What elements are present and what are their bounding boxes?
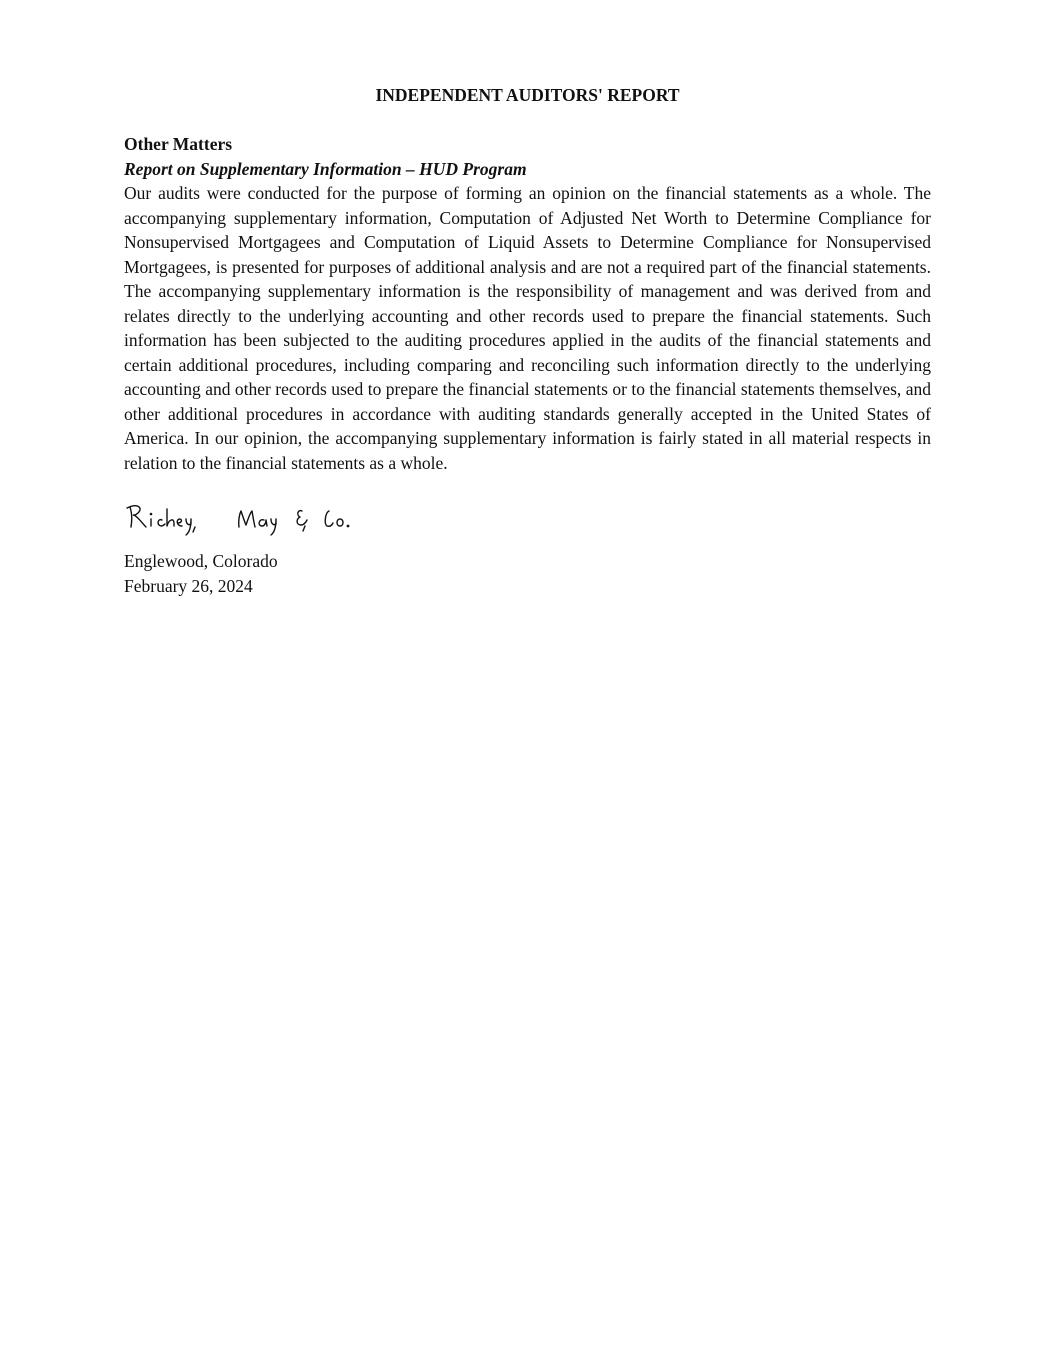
report-title: INDEPENDENT AUDITORS' REPORT: [375, 85, 680, 105]
subheading-supplementary-information: Report on Supplementary Information – HUD Program: [124, 158, 527, 179]
report-paragraph: Our audits were conducted for the purpose of forming an opinion on the financial statements as a whole. The accompanying supplementary information, Computation of Adjusted Net Worth to Determine Compliance for Nonsupervised Mortgagees and Computation of Liquid Assets to Determine Compliance for Nonsupervised Mortgagees, is presented for purposes of additional analysis and are not a required part of the financial statements. The accompanying supplementary information is the responsibility of management and was derived from and relates directly to the underlying accounting and other records used to prepare the financial statements. Such information has been subjected to the auditing procedures applied in the audits of the financial statements and certain additional procedures, including comparing and reconciling such information directly to the underlying accounting and other records used to prepare the financial statements or to the financial statements themselves, and other additional procedures in accordance with auditing standards generally accepted in the United States of America. In our opinion, the accompanying supplementary information is fairly stated in all material respects in relation to the financial statements as a whole.: [124, 183, 931, 473]
location: Englewood, Colorado: [124, 551, 278, 571]
section-heading-other-matters: Other Matters: [124, 134, 233, 154]
signature-image: [124, 497, 384, 541]
report-page: [124, 83, 931, 598]
report-date: February 26, 2024: [124, 575, 253, 596]
